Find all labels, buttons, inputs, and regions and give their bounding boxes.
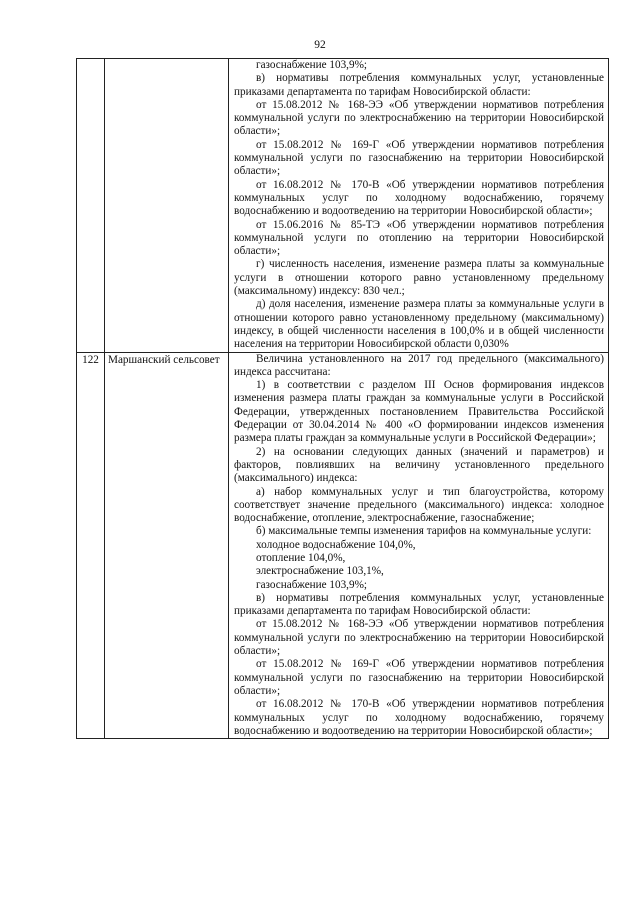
row-number-cell <box>77 352 105 739</box>
description-cell <box>229 59 609 353</box>
paragraph: от 15.08.2012 № 168-ЭЭ «Об утверждении нормативов потребления коммунальной услуги по электроснабжению на территории Новосибирской области»; <box>234 98 604 138</box>
paragraph: б) максимальные темпы изменения тарифов на коммунальные услуги: <box>256 525 592 538</box>
paragraph: от 15.08.2012 № 168-ЭЭ «Об утверждении нормативов потребления коммунальной услуги по электроснабжению на территории Новосибирской области»; <box>234 618 604 658</box>
row-number: 122 <box>82 353 99 366</box>
paragraph: г) численность населения, изменение размера платы за коммунальные услуги в отношении которого равно установленному предельному (максимальному) индексу: 830 чел.; <box>234 258 604 298</box>
paragraph: д) доля населения, изменение размера платы за коммунальные услуги в отношении которого равно установленному предельному (максимальному) индексу, в общей численности населения в 100,0% и в общей численности населения на территории Новосибирской области 0,030% <box>234 298 604 351</box>
paragraph: электроснабжение 103,1%, <box>256 565 384 578</box>
paragraph: 1) в соответствии с разделом III Основ формирования индексов изменения размера платы граждан за коммунальные услуги в Российской Федерации, утвержденных постановлением Правительства Российской Федерации от 30.04.2014 № 400 «О формировании индексов изменения размера платы граждан за коммунальные услуги в Российской Федерации»; <box>234 379 604 445</box>
table-row <box>77 59 609 353</box>
paragraph: а) набор коммунальных услуг и тип благоустройства, которому соответствует значение предельного (максимального) индекса: холодное водоснабжение, отопление, электроснабжение, газоснабжение; <box>234 485 604 525</box>
paragraph: газоснабжение 103,9%; <box>256 59 367 71</box>
paragraph: в) нормативы потребления коммунальных услуг, установленные приказами департамента по тарифам Новосибирской области: <box>234 591 604 618</box>
paragraph: от 16.08.2012 № 170-В «Об утверждении нормативов потребления коммунальных услуг по холодному водоснабжению, горячему водоснабжению и водоотведению на территории Новосибирской области»; <box>234 698 604 737</box>
paragraph: от 15.06.2016 № 85-ТЭ «Об утверждении нормативов потребления коммунальной услуги по отоплению на территории Новосибирской области»; <box>234 218 604 258</box>
municipality-cell <box>105 352 229 739</box>
paragraph: в) нормативы потребления коммунальных услуг, установленные приказами департамента по тарифам Новосибирской области: <box>234 72 604 98</box>
paragraph: Величина установленного на 2017 год предельного (максимального) индекса рассчитана: <box>234 352 604 378</box>
table-row <box>77 352 609 739</box>
paragraph: холодное водоснабжение 104,0%, <box>256 538 416 551</box>
municipality-name: Маршанский сельсовет <box>108 353 220 366</box>
paragraph: 2) на основании следующих данных (значений и параметров) и факторов, повлиявших на величину установленного предельного (максимального) индекса: <box>234 445 604 485</box>
row-number-cell <box>77 59 105 353</box>
paragraph: отопление 104,0%, <box>256 551 346 564</box>
paragraph: газоснабжение 103,9%; <box>256 578 367 591</box>
description-cell <box>229 352 609 739</box>
paragraph: от 15.08.2012 № 169-Г «Об утверждении нормативов потребления коммунальной услуги по газоснабжению на территории Новосибирской области»; <box>234 138 604 178</box>
row-number <box>77 59 104 61</box>
municipality-name <box>105 59 228 61</box>
paragraph: от 16.08.2012 № 170-В «Об утверждении нормативов потребления коммунальных услуг по холодному водоснабжению, горячему водоснабжению и водоотведению на территории Новосибирской области»; <box>234 178 604 218</box>
municipality-cell <box>105 59 229 353</box>
page-number: 92 <box>314 39 326 51</box>
document-table <box>76 58 609 739</box>
paragraph: от 15.08.2012 № 169-Г «Об утверждении нормативов потребления коммунальной услуги по газоснабжению на территории Новосибирской области»; <box>234 658 604 697</box>
